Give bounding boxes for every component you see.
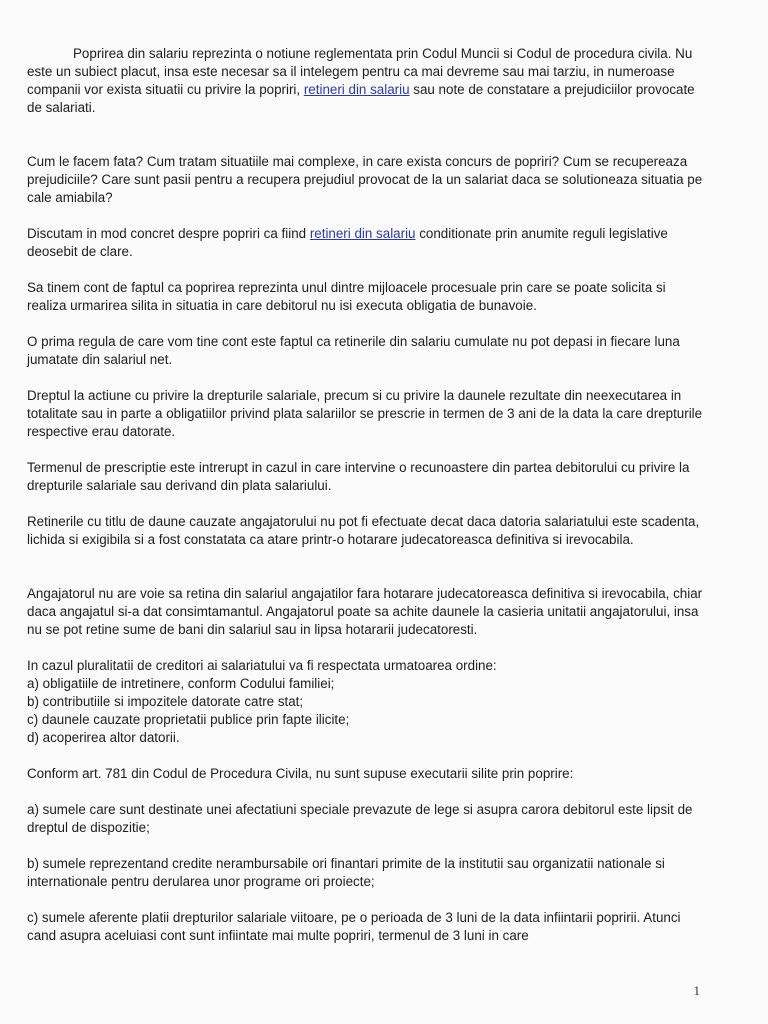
page-number: 1 <box>693 983 700 998</box>
list-intro: In cazul pluralitatii de creditori ai salariatului va fi respectata urmatoarea ordine: <box>27 658 497 673</box>
paragraph-creditors-order <box>27 657 707 747</box>
paragraph-text: sau note de constatare a prejudiciilor provocate de salariati. <box>27 82 695 115</box>
link-retineri-din-salariu[interactable]: retineri din salariu <box>303 82 410 97</box>
paragraph-prescription: Termenul de prescriptie este intrerupt in cazul in care intervine o recunoastere din partea debitorului cu privire la drepturile salariale sau derivand din plata salariului. <box>27 460 690 493</box>
paragraph-right-to-action: Dreptul la actiune cu privire la drepturile salariale, precum si cu privire la daunele rezultate din neexecutarea in totalitate sau in parte a obligatiilor privind plata salariilor se prescrie in termen de 3 ani de la data la care drepturile respective erau datorate. <box>27 388 703 439</box>
paragraph-item-a: a) sumele care sunt destinate unei afectatiuni speciale prevazute de lege si asupra carora debitorul este lipsit de dreptul de dispozitie; <box>27 802 693 835</box>
paragraph-discussion <box>27 225 707 261</box>
paragraph-item-b: b) sumele reprezentand credite nerambursabile ori finantari primite de la institutii sau organizatii nationale si internationale pentru derularea unor programe ori proiecte; <box>27 856 665 889</box>
paragraph-first-rule: O prima regula de care vom tine cont este faptul ca retinerile din salariu cumulate nu pot depasi in fiecare luna jumatate din salariul net. <box>27 334 680 367</box>
paragraph-article-781: Conform art. 781 din Codul de Procedura Civila, nu sunt supuse executarii silite prin poprire: <box>27 766 574 781</box>
paragraph-damages: Retinerile cu titlu de daune cauzate angajatorului nu pot fi efectuate decat daca datoria salariatului este scadenta, lichida si exigibila si a fost constatata ca atare printr-o hotarare judecatoreasca definitiva si irevocabila. <box>27 514 700 547</box>
paragraph-text: Discutam in mod concret despre popriri ca fiind <box>27 226 310 241</box>
paragraph-item-c: c) sumele aferente platii drepturilor salariale viitoare, pe o perioada de 3 luni de la data infiintarii popririi. Atunci cand asupra aceluiasi cont sunt infiintate mai multe popriri, termenul de 3 luni in care <box>27 910 681 943</box>
paragraph-intro <box>27 45 707 117</box>
document-body <box>27 45 707 963</box>
list-item: a) obligatiile de intretinere, conform Codului familiei; <box>27 676 335 691</box>
list-item: b) contributiile si impozitele datorate catre stat; <box>27 694 304 709</box>
list-item: c) daunele cauzate proprietatii publice prin fapte ilicite; <box>27 712 350 727</box>
paragraph-questions: Cum le facem fata? Cum tratam situatiile mai complexe, in care exista concurs de popriri? Cum se recupereaza prejudiciile? Care sunt pasii pentru a recupera prejudiul provocat de la un salariat daca se solutioneaza situatia pe cale amiabila? <box>27 154 703 205</box>
paragraph-poprire-definition: Sa tinem cont de faptul ca poprirea reprezinta unul dintre mijloacele procesuale prin care se poate solicita si realiza urmarirea silita in situatia in care debitorul nu isi executa obligatia de bunavoie. <box>27 280 666 313</box>
paragraph-text: Poprirea din salariu reprezinta o notiune reglementata prin Codul Muncii si Codul de procedura civila. Nu este un subiect placut, insa este necesar sa il intelegem pentru ca mai devreme sau mai tarziu, in numeroase companii vor exista situatii cu privire la popriri, <box>27 46 693 97</box>
list-item: d) acoperirea altor datorii. <box>27 730 180 745</box>
paragraph-text: conditionate prin anumite reguli legislative deosebit de clare. <box>27 226 668 259</box>
paragraph-employer: Angajatorul nu are voie sa retina din salariul angajatilor fara hotarare judecatoreasca definitiva si irevocabila, chiar daca angajatul si-a dat consimtamantul. Angajatorul poate sa achite daunele la casieria unitatii angajatorului, insa nu se pot retine sume de bani din salariul sau in lipsa hotararii judecatoresti. <box>27 586 703 637</box>
link-retineri-din-salariu[interactable]: retineri din salariu <box>309 226 416 241</box>
